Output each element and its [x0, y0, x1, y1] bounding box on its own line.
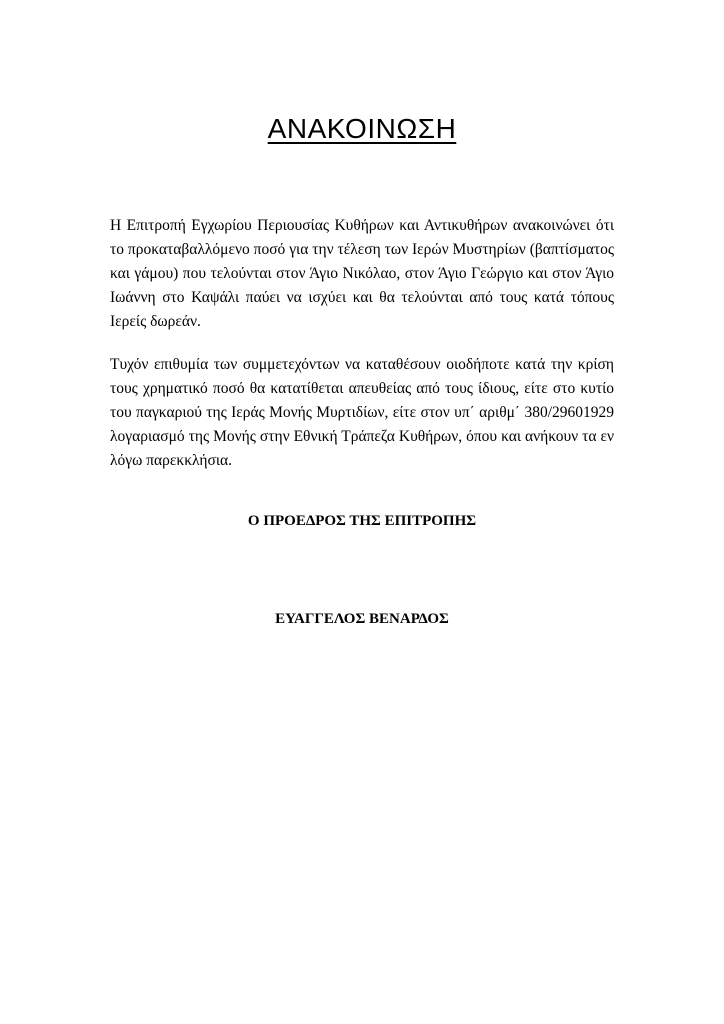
announcement-paragraph-1: Η Επιτροπή Εγχωρίου Περιουσίας Κυθήρων και Αντικυθήρων ανακοινώνει ότι το προκαταβαλλόμενο ποσό για την τέλεση των Ιερών Μυστηρίων (βαπτίσματος και γάμου) που τελούνται στον Άγιο Νικόλαο, στον Άγιο Γεώργιο και στον Άγιο Ιωάννη στο Καψάλι παύει να ισχύει και θα τελούνται από τους κατά τόπους Ιερείς δωρεάν. [110, 217, 614, 330]
announcement-paragraph-2: Τυχόν επιθυμία των συμμετεχόντων να καταθέσουν οιοδήποτε κατά την κρίση τους χρηματικό ποσό θα κατατίθεται απευθείας από τους ίδιους, είτε στο κυτίο του παγκαριού της Ιεράς Μονής Μυρτιδίων, είτε στον υπ΄ αριθμ΄ 380/29601929 λογαριασμό της Μονής στην Εθνική Τράπεζα Κυθήρων, όπου και ανήκουν τα εν λόγω παρεκκλήσια. [110, 356, 614, 469]
page-title: ΑΝΑΚΟΙΝΩΣΗ [267, 113, 457, 144]
signature-role: Ο ΠΡΟΕΔΡΟΣ ΤΗΣ ΕΠΙΤΡΟΠΗΣ [247, 513, 477, 529]
signature-name: ΕΥΑΓΓΕΛΟΣ ΒΕΝΑΡΔΟΣ [275, 611, 449, 627]
